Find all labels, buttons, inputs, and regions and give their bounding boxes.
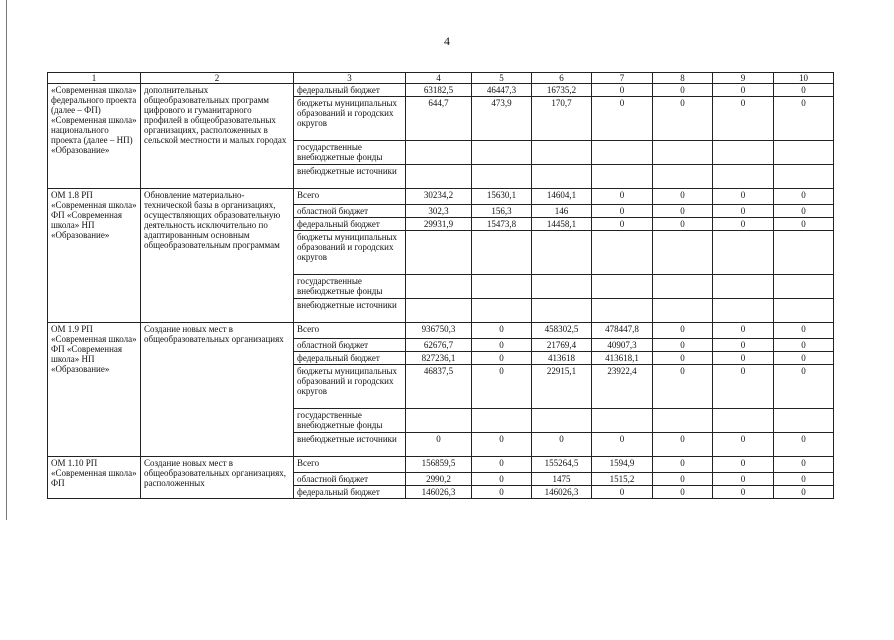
amount-cell: 0 xyxy=(713,433,774,457)
amount-cell: 0 xyxy=(713,457,774,473)
amount-cell xyxy=(653,165,713,189)
amount-cell: 0 xyxy=(653,189,713,205)
amount-cell: 146026,3 xyxy=(532,486,592,499)
funding-source-cell: государственные внебюджетные фонды xyxy=(294,275,406,299)
funding-source-cell: федеральный бюджет xyxy=(294,218,406,231)
table-row xyxy=(48,323,834,339)
amount-cell: 0 xyxy=(653,97,713,141)
amount-cell xyxy=(532,231,592,275)
amount-cell: 0 xyxy=(774,457,834,473)
measure-description-cell: Обновление материально-технической базы в организациях, осуществляющих образовательную деятельность исключительно по адаптированным основным общеобразовательным программам xyxy=(141,189,294,323)
amount-cell: 0 xyxy=(472,433,532,457)
amount-cell xyxy=(406,409,472,433)
amount-cell: 30234,2 xyxy=(406,189,472,205)
amount-cell xyxy=(713,165,774,189)
amount-cell xyxy=(406,165,472,189)
amount-cell: 0 xyxy=(774,486,834,499)
amount-cell: 21769,4 xyxy=(532,339,592,352)
amount-cell: 936750,3 xyxy=(406,323,472,339)
amount-cell: 2990,2 xyxy=(406,473,472,486)
amount-cell: 0 xyxy=(592,205,653,218)
amount-cell xyxy=(406,299,472,323)
amount-cell: 63182,5 xyxy=(406,84,472,97)
amount-cell xyxy=(774,141,834,165)
amount-cell xyxy=(532,275,592,299)
amount-cell: 0 xyxy=(472,352,532,365)
amount-cell xyxy=(472,275,532,299)
page-number: 4 xyxy=(444,34,450,48)
measure-code-cell: ОМ 1.8 РП «Современная школа» ФП «Современная школа» НП «Образование» xyxy=(48,189,141,323)
amount-cell xyxy=(406,141,472,165)
funding-source-cell: федеральный бюджет xyxy=(294,352,406,365)
budget-table xyxy=(47,72,834,499)
amount-cell: 0 xyxy=(653,486,713,499)
amount-cell xyxy=(713,299,774,323)
amount-cell xyxy=(472,299,532,323)
amount-cell: 1594,9 xyxy=(592,457,653,473)
amount-cell: 0 xyxy=(406,433,472,457)
amount-cell: 15473,8 xyxy=(472,218,532,231)
amount-cell: 0 xyxy=(472,365,532,409)
table-row xyxy=(48,189,834,205)
amount-cell: 302,3 xyxy=(406,205,472,218)
amount-cell: 478447,8 xyxy=(592,323,653,339)
amount-cell: 0 xyxy=(653,433,713,457)
amount-cell: 0 xyxy=(653,365,713,409)
amount-cell: 0 xyxy=(774,218,834,231)
column-header: 2 xyxy=(141,73,294,84)
amount-cell: 0 xyxy=(653,473,713,486)
amount-cell xyxy=(774,231,834,275)
amount-cell: 0 xyxy=(774,97,834,141)
amount-cell: 0 xyxy=(713,352,774,365)
amount-cell xyxy=(406,231,472,275)
amount-cell xyxy=(472,165,532,189)
amount-cell: 14458,1 xyxy=(532,218,592,231)
amount-cell: 46837,5 xyxy=(406,365,472,409)
table-row xyxy=(48,457,834,473)
amount-cell: 0 xyxy=(532,433,592,457)
amount-cell: 16735,2 xyxy=(532,84,592,97)
amount-cell: 0 xyxy=(592,189,653,205)
amount-cell: 1515,2 xyxy=(592,473,653,486)
funding-source-cell: государственные внебюджетные фонды xyxy=(294,409,406,433)
amount-cell: 0 xyxy=(592,433,653,457)
amount-cell: 46447,3 xyxy=(472,84,532,97)
amount-cell: 15630,1 xyxy=(472,189,532,205)
amount-cell xyxy=(774,409,834,433)
amount-cell xyxy=(653,231,713,275)
column-header: 3 xyxy=(294,73,406,84)
amount-cell xyxy=(472,409,532,433)
amount-cell: 0 xyxy=(713,473,774,486)
measure-code-cell: ОМ 1.10 РП «Современная школа» ФП xyxy=(48,457,141,499)
funding-source-cell: областной бюджет xyxy=(294,205,406,218)
funding-source-cell: Всего xyxy=(294,323,406,339)
amount-cell: 0 xyxy=(472,323,532,339)
amount-cell: 413618,1 xyxy=(592,352,653,365)
amount-cell: 0 xyxy=(713,97,774,141)
column-header: 1 xyxy=(48,73,141,84)
amount-cell: 0 xyxy=(713,486,774,499)
amount-cell xyxy=(713,231,774,275)
amount-cell: 156,3 xyxy=(472,205,532,218)
amount-cell: 14604,1 xyxy=(532,189,592,205)
amount-cell: 23922,4 xyxy=(592,365,653,409)
amount-cell: 0 xyxy=(472,457,532,473)
amount-cell xyxy=(653,275,713,299)
amount-cell: 0 xyxy=(472,339,532,352)
amount-cell xyxy=(532,165,592,189)
amount-cell xyxy=(653,141,713,165)
amount-cell: 0 xyxy=(774,323,834,339)
funding-source-cell: бюджеты муниципальных образований и городских округов xyxy=(294,365,406,409)
funding-source-cell: Всего xyxy=(294,189,406,205)
amount-cell: 0 xyxy=(774,339,834,352)
amount-cell: 0 xyxy=(774,84,834,97)
amount-cell: 0 xyxy=(592,218,653,231)
table-row xyxy=(48,84,834,97)
amount-cell: 0 xyxy=(774,205,834,218)
funding-source-cell: внебюджетные источники xyxy=(294,433,406,457)
amount-cell xyxy=(713,275,774,299)
amount-cell xyxy=(592,141,653,165)
amount-cell: 0 xyxy=(592,486,653,499)
amount-cell: 40907,3 xyxy=(592,339,653,352)
amount-cell xyxy=(592,275,653,299)
funding-source-cell: федеральный бюджет xyxy=(294,486,406,499)
funding-source-cell: бюджеты муниципальных образований и городских округов xyxy=(294,97,406,141)
amount-cell xyxy=(472,141,532,165)
amount-cell: 458302,5 xyxy=(532,323,592,339)
funding-source-cell: областной бюджет xyxy=(294,339,406,352)
amount-cell: 0 xyxy=(713,365,774,409)
column-header: 5 xyxy=(472,73,532,84)
amount-cell xyxy=(472,231,532,275)
measure-code-cell: ОМ 1.9 РП «Современная школа» ФП «Современная школа» НП «Образование» xyxy=(48,323,141,457)
amount-cell xyxy=(532,409,592,433)
measure-description-cell: Создание новых мест в общеобразовательных организациях, расположенных xyxy=(141,457,294,499)
amount-cell xyxy=(532,299,592,323)
column-header: 4 xyxy=(406,73,472,84)
amount-cell: 146 xyxy=(532,205,592,218)
amount-cell: 156859,5 xyxy=(406,457,472,473)
amount-cell xyxy=(406,275,472,299)
amount-cell xyxy=(592,409,653,433)
funding-source-cell: Всего xyxy=(294,457,406,473)
amount-cell: 146026,3 xyxy=(406,486,472,499)
column-header: 6 xyxy=(532,73,592,84)
amount-cell: 155264,5 xyxy=(532,457,592,473)
amount-cell xyxy=(592,299,653,323)
amount-cell: 644,7 xyxy=(406,97,472,141)
margin-rule xyxy=(6,0,7,520)
amount-cell: 0 xyxy=(472,486,532,499)
funding-source-cell: внебюджетные источники xyxy=(294,299,406,323)
funding-source-cell: бюджеты муниципальных образований и городских округов xyxy=(294,231,406,275)
amount-cell: 0 xyxy=(653,323,713,339)
amount-cell: 0 xyxy=(774,189,834,205)
amount-cell: 0 xyxy=(713,84,774,97)
amount-cell xyxy=(592,165,653,189)
amount-cell: 473,9 xyxy=(472,97,532,141)
amount-cell: 29931,9 xyxy=(406,218,472,231)
funding-source-cell: внебюджетные источники xyxy=(294,165,406,189)
amount-cell: 22915,1 xyxy=(532,365,592,409)
amount-cell: 0 xyxy=(653,218,713,231)
amount-cell: 0 xyxy=(472,473,532,486)
column-header: 10 xyxy=(774,73,834,84)
amount-cell: 0 xyxy=(713,205,774,218)
amount-cell: 0 xyxy=(653,205,713,218)
amount-cell: 0 xyxy=(713,189,774,205)
amount-cell: 170,7 xyxy=(532,97,592,141)
amount-cell: 0 xyxy=(774,365,834,409)
amount-cell: 0 xyxy=(713,323,774,339)
measure-description-cell: Создание новых мест в общеобразовательных организациях xyxy=(141,323,294,457)
funding-source-cell: областной бюджет xyxy=(294,473,406,486)
funding-source-cell: государственные внебюджетные фонды xyxy=(294,141,406,165)
amount-cell xyxy=(592,231,653,275)
measure-description-cell: дополнительных общеобразовательных программ цифрового и гуманитарного профилей в общеобразовательных организациях, расположенных в сельской местности и малых городах xyxy=(141,84,294,189)
amount-cell xyxy=(653,299,713,323)
column-header: 7 xyxy=(592,73,653,84)
amount-cell xyxy=(774,165,834,189)
amount-cell: 0 xyxy=(592,84,653,97)
column-header: 9 xyxy=(713,73,774,84)
amount-cell: 0 xyxy=(774,433,834,457)
amount-cell: 1475 xyxy=(532,473,592,486)
measure-code-cell: «Современная школа» федерального проекта (далее – ФП) «Современная школа» национального проекта (далее – НП) «Образование» xyxy=(48,84,141,189)
amount-cell: 0 xyxy=(713,339,774,352)
amount-cell xyxy=(653,409,713,433)
amount-cell: 413618 xyxy=(532,352,592,365)
amount-cell xyxy=(774,275,834,299)
amount-cell: 0 xyxy=(653,339,713,352)
amount-cell: 0 xyxy=(774,352,834,365)
amount-cell xyxy=(532,141,592,165)
amount-cell: 0 xyxy=(774,473,834,486)
amount-cell xyxy=(713,141,774,165)
header-row xyxy=(48,73,834,84)
column-header: 8 xyxy=(653,73,713,84)
amount-cell: 62676,7 xyxy=(406,339,472,352)
amount-cell: 827236,1 xyxy=(406,352,472,365)
amount-cell: 0 xyxy=(653,84,713,97)
amount-cell: 0 xyxy=(713,218,774,231)
amount-cell xyxy=(774,299,834,323)
amount-cell xyxy=(713,409,774,433)
funding-source-cell: федеральный бюджет xyxy=(294,84,406,97)
amount-cell: 0 xyxy=(592,97,653,141)
amount-cell: 0 xyxy=(653,352,713,365)
amount-cell: 0 xyxy=(653,457,713,473)
